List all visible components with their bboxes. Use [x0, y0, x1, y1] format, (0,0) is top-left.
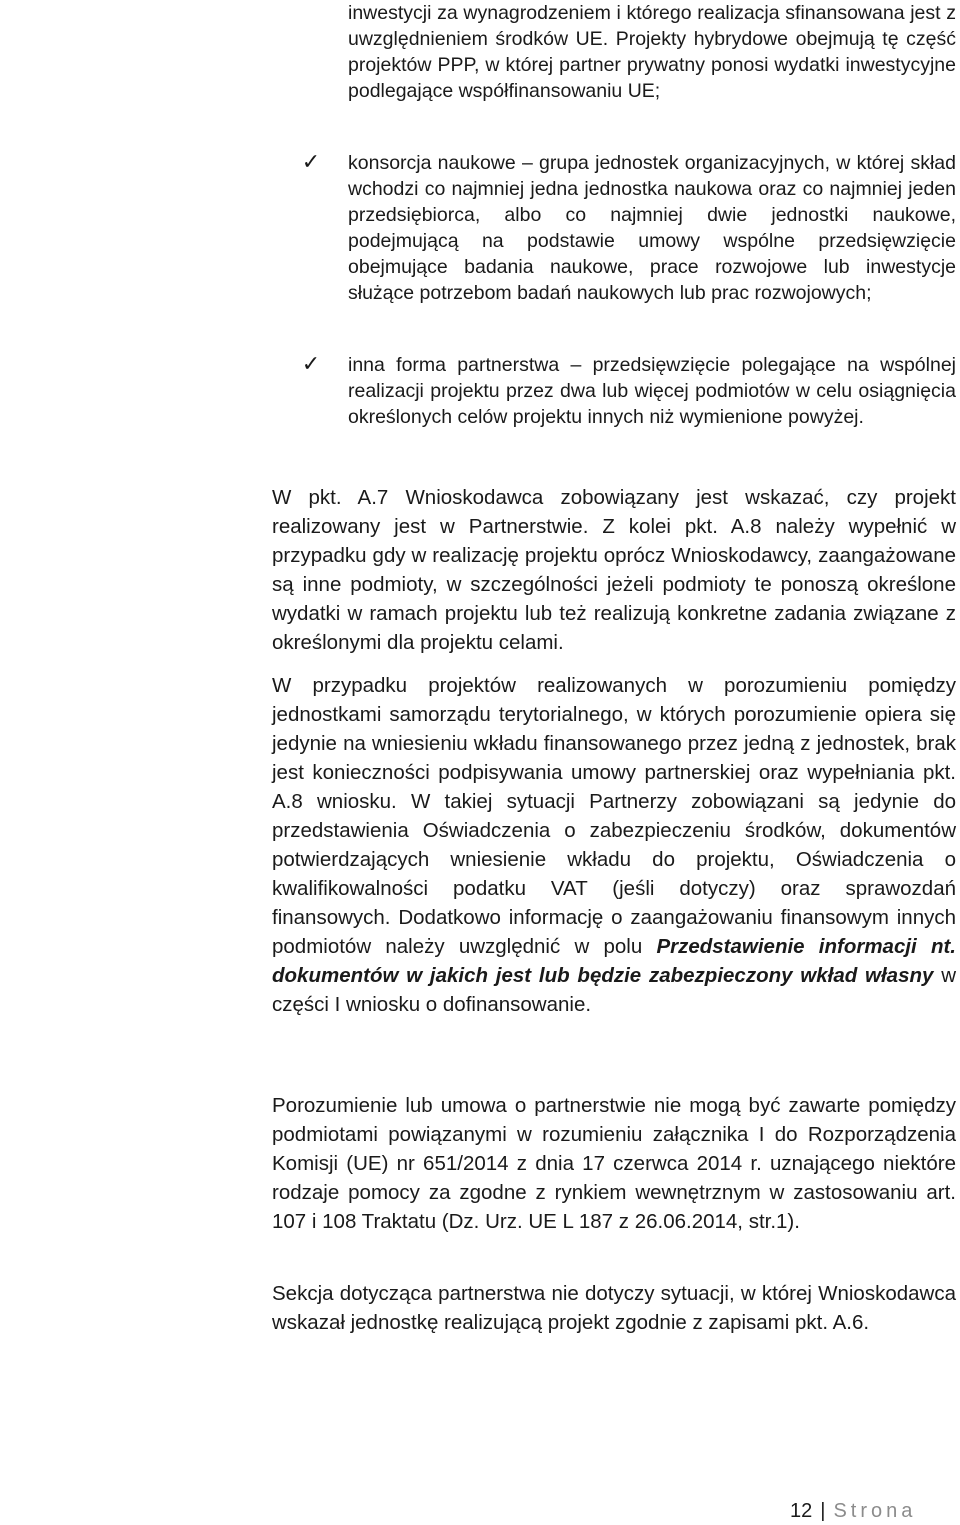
paragraph-local-government	[272, 671, 956, 1019]
field-name-emphasis: Przedstawienie informacji nt. dokumentów w jakich jest lub będzie zabezpieczony wkład własny	[272, 935, 957, 987]
page-number: 12	[790, 1500, 813, 1522]
paragraph-local-government-text: W przypadku projektów realizowanych w porozumieniu pomiędzy jednostkami samorządu terytorialnego, w których porozumienie opiera się jedynie na wniesieniu wkładu finansowanego przez jedną z jednostek, brak jest konieczności podpisywania umowy partnerskiej oraz wypełniania pkt. A.8 wniosku. W takiej sytuacji Partnerzy zobowiązani są jedynie do przedstawienia Oświadczenia o zabezpieczeniu środków, dokumentów potwierdzających wniesienie wkładu do projektu, Oświadczenia o kwalifikowalności podatku VAT (jeśli dotyczy) oraz sprawozdań finansowych. Dodatkowo informację o zaangażowaniu finansowym innych podmiotów należy uwzględnić w polu	[272, 674, 956, 958]
page-label: Strona	[833, 1500, 917, 1522]
paragraph-local-government-end: w części I wniosku o dofinansowanie.	[272, 964, 957, 1016]
page-footer	[790, 1497, 960, 1525]
list-item-scientific-consortia: konsorcja naukowe – grupa jednostek organizacyjnych, w której skład wchodzi co najmniej jedna jednostka naukowa oraz co najmniej jeden przedsiębiorca, albo co najmniej dwie jednostki naukowe, podejmującą na podstawie umowy wspólne przedsięwzięcie obejmujące badania naukowe, prace rozwojowe lub inwestycje służące potrzebom badań naukowych lub prac rozwojowych;	[348, 152, 956, 304]
paragraph-section-exemption: Sekcja dotycząca partnerstwa nie dotyczy sytuacji, w której Wnioskodawca wskazał jednostkę realizującą projekt zgodnie z zapisami pkt. A.6.	[272, 1282, 956, 1334]
footer-separator: |	[820, 1500, 826, 1522]
paragraph-a7-a8: W pkt. A.7 Wnioskodawca zobowiązany jest wskazać, czy projekt realizowany jest w Partnerstwie. Z kolei pkt. A.8 należy wypełnić w przypadku gdy w realizację projektu oprócz Wnioskodawcy, zaangażowane są inne podmioty, w szczególności jeżeli podmioty te ponoszą określone wydatki w ramach projektu lub też realizują konkretne zadania związane z określonymi dla projektu celami.	[272, 486, 956, 654]
checkmark-icon: ✓	[301, 352, 321, 377]
paragraph-related-entities: Porozumienie lub umowa o partnerstwie nie mogą być zawarte pomiędzy podmiotami powiązanymi w rozumieniu załącznika I do Rozporządzenia Komisji (UE) nr 651/2014 z dnia 17 czerwca 2014 r. uznającego niektóre rodzaje pomocy za zgodne z rynkiem wewnętrznym w zastosowaniu art. 107 i 108 Traktatu (Dz. Urz. UE L 187 z 26.06.2014, str.1).	[272, 1094, 956, 1233]
list-item-other-partnership: inna forma partnerstwa – przedsięwzięcie polegające na wspólnej realizacji projektu przez dwa lub więcej podmiotów w celu osiągnięcia określonych celów projektu innych niż wymienione powyżej.	[348, 354, 956, 428]
partnership-ppp-paragraph: inwestycji za wynagrodzeniem i którego realizacja sfinansowana jest z uwzględnieniem środków UE. Projekty hybrydowe obejmują tę część projektów PPP, w której partner prywatny ponosi wydatki inwestycyjne podlegające współfinansowaniu UE;	[348, 2, 956, 102]
checkmark-icon: ✓	[301, 150, 321, 175]
